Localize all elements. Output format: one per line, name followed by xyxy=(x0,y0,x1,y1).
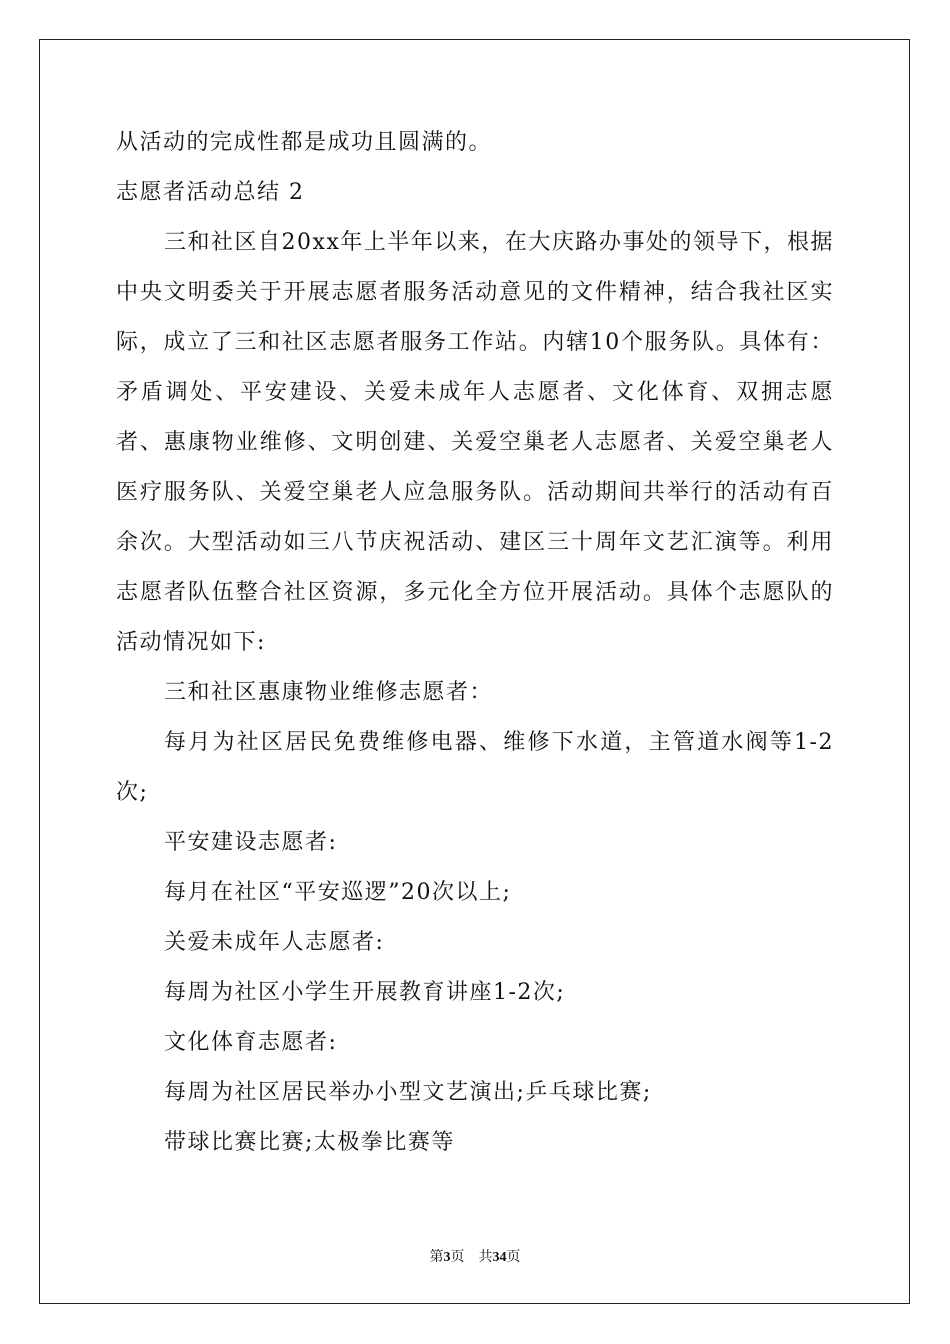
team-title-culture: 文化体育志愿者: xyxy=(164,1030,338,1055)
team-desc-minors: 每周为社区小学生开展教育讲座1-2次; xyxy=(164,980,566,1005)
page-number: 3 xyxy=(443,1250,451,1265)
team-desc-culture-1: 每周为社区居民举办小型文艺演出;乒乓球比赛; xyxy=(164,1080,652,1105)
page-prefix: 第 xyxy=(429,1250,444,1265)
team-title-minors: 关爱未成年人志愿者: xyxy=(164,930,385,955)
document-body xyxy=(116,118,834,1168)
page-suffix: 页 xyxy=(450,1250,465,1265)
section-heading: 志愿者活动总结 2 xyxy=(116,180,305,205)
team-desc-culture-2: 带球比赛比赛;太极拳比赛等 xyxy=(164,1130,455,1155)
total-pages: 34 xyxy=(492,1250,507,1265)
team-desc-maintenance: 每月为社区居民免费维修电器、维修下水道，主管道水阀等1-2次; xyxy=(116,730,834,805)
total-prefix: 共 xyxy=(478,1250,493,1265)
team-title-safety: 平安建设志愿者: xyxy=(164,830,338,855)
page-footer xyxy=(0,1246,950,1266)
total-suffix: 页 xyxy=(506,1250,521,1265)
intro-paragraph: 三和社区自20xx年上半年以来，在大庆路办事处的领导下，根据中央文明委关于开展志愿者服务活动意见的文件精神，结合我社区实际，成立了三和社区志愿者服务工作站。内辖10个服务队。具体有：矛盾调处、平安建设、关爱未成年人志愿者、文化体育、双拥志愿者、惠康物业维修、文明创建、关爱空巢老人志愿者、关爱空巢老人医疗服务队、关爱空巢老人应急服务队。活动期间共举行的活动有百余次。大型活动如三八节庆祝活动、建区三十周年文艺汇演等。利用志愿者队伍整合社区资源，多元化全方位开展活动。具体个志愿队的活动情况如下: xyxy=(116,230,834,655)
continuation-line: 从活动的完成性都是成功且圆满的。 xyxy=(116,130,493,155)
team-title-maintenance: 三和社区惠康物业维修志愿者： xyxy=(164,680,494,705)
team-desc-safety: 每月在社区“平安巡逻”20次以上; xyxy=(164,880,512,905)
